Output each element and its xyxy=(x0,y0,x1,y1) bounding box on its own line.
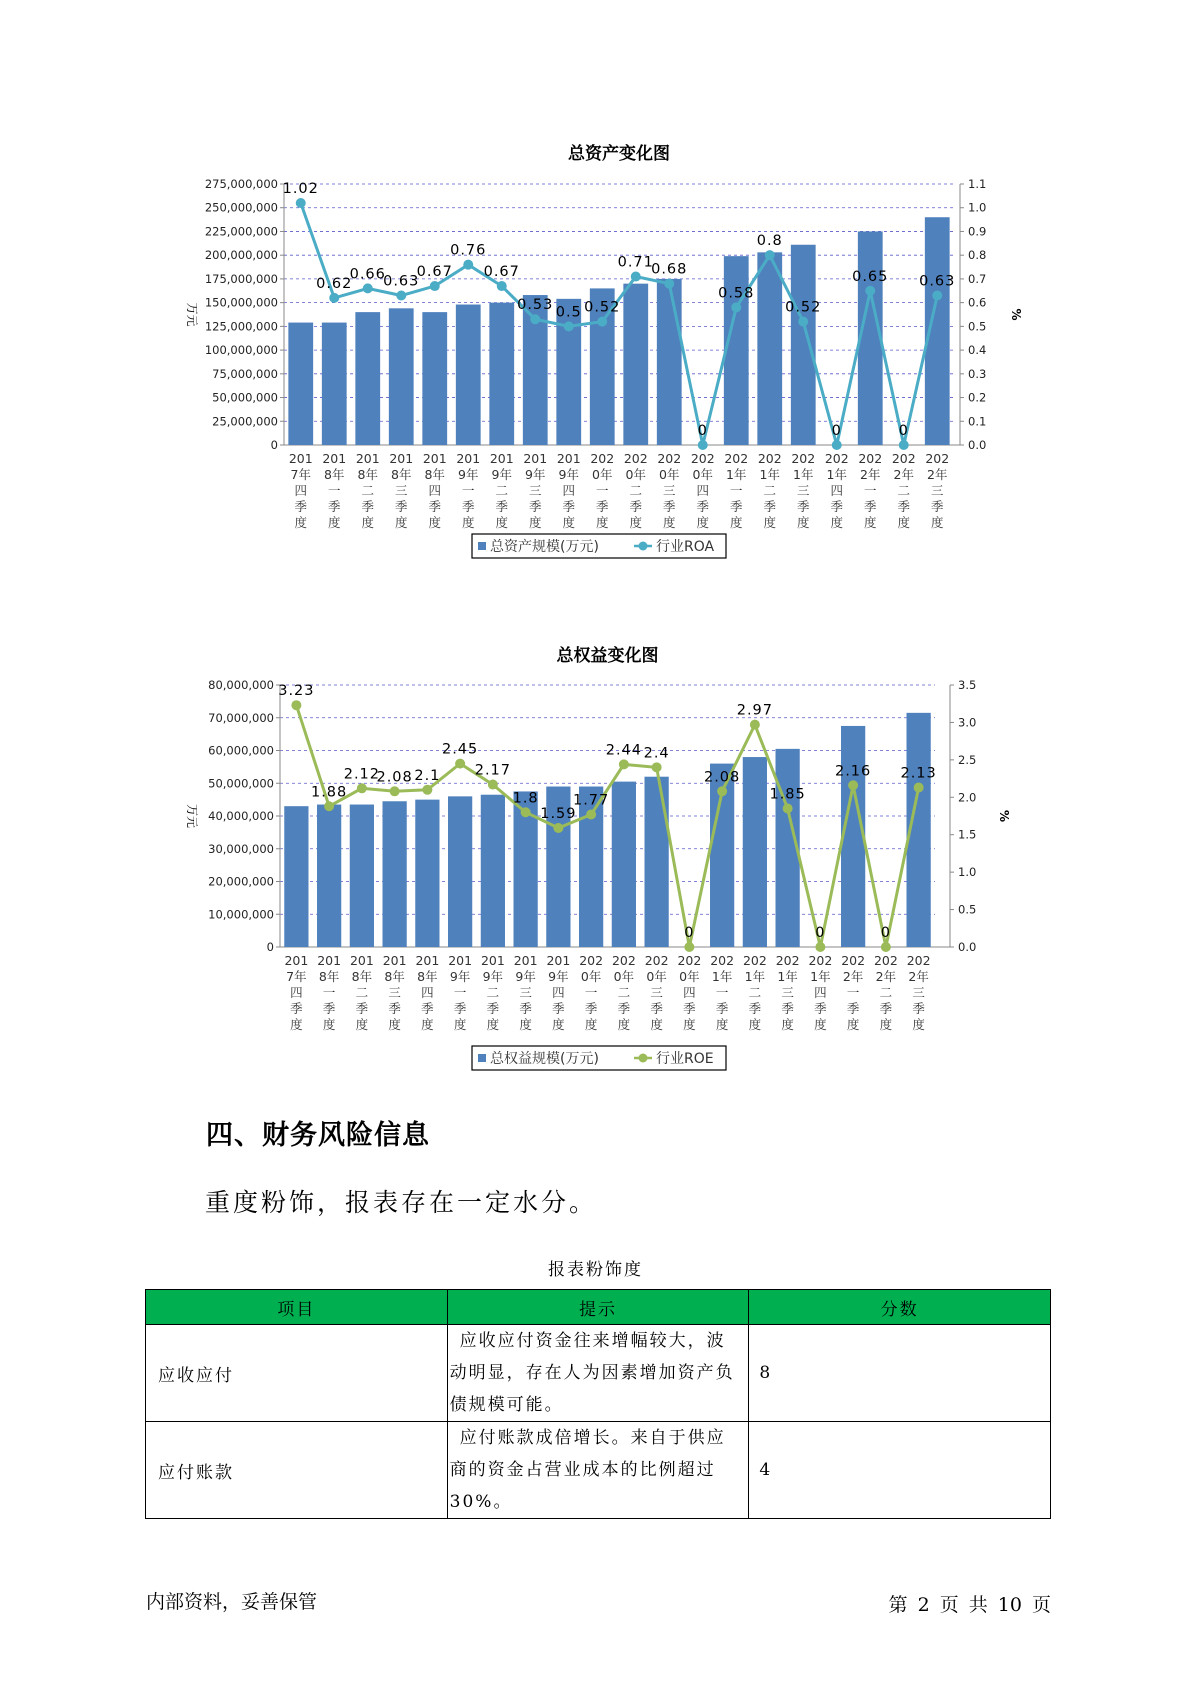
point-label: 0 xyxy=(684,925,695,941)
line-point xyxy=(430,281,440,291)
y-tick-label: 0 xyxy=(270,438,278,452)
point-label: 0 xyxy=(831,423,842,439)
point-label: 1.59 xyxy=(540,805,577,822)
hint-line: 应收应付资金往来增幅较大，波 xyxy=(459,1331,726,1351)
y2-tick-label: 0.0 xyxy=(968,438,987,452)
bar xyxy=(612,782,636,947)
bar xyxy=(743,757,767,947)
y-axis-title: 万元 xyxy=(185,302,199,327)
y-tick-label: 125,000,000 xyxy=(204,319,278,334)
point-label: 0 xyxy=(697,423,708,439)
x-tick-label: 201 8年四季度 xyxy=(415,953,440,1032)
y-tick-label: 150,000,000 xyxy=(204,295,278,310)
point-label: 0.63 xyxy=(383,273,420,290)
line-point xyxy=(363,283,373,293)
line-point xyxy=(684,942,694,952)
y-tick-label: 200,000,000 xyxy=(204,248,278,263)
point-label: 1.8 xyxy=(512,790,539,807)
bar xyxy=(456,305,481,445)
point-label: 0.8 xyxy=(756,233,783,250)
point-label: 0.58 xyxy=(718,285,755,302)
bar xyxy=(791,245,816,445)
line-point xyxy=(765,250,775,260)
y-tick-label: 80,000,000 xyxy=(208,678,274,692)
line-point xyxy=(798,317,808,327)
bar xyxy=(322,323,347,445)
line-point xyxy=(396,291,406,301)
row-item: 应收应付 xyxy=(146,1325,448,1422)
y2-tick-label: 0.7 xyxy=(968,271,987,286)
footer-page-number: 第 2 页 共 10 页 xyxy=(888,1594,1051,1616)
y-tick-label: 225,000,000 xyxy=(204,224,278,239)
risk-table xyxy=(145,1289,1051,1519)
line-point xyxy=(731,302,741,312)
y2-tick-label: 0.3 xyxy=(968,366,987,381)
point-label: 0.63 xyxy=(919,273,956,290)
line-point xyxy=(586,810,596,820)
x-tick-label: 201 9年四季度 xyxy=(556,451,581,530)
legend-line-marker xyxy=(639,1054,648,1063)
x-tick-label: 202 1年四季度 xyxy=(808,953,833,1032)
line-point xyxy=(664,279,674,289)
y2-tick-label: 0.4 xyxy=(968,343,987,358)
total-assets-chart xyxy=(0,140,1191,560)
line-point xyxy=(497,281,507,291)
y2-tick-label: 0.6 xyxy=(968,295,987,310)
legend-line-label: 行业ROA xyxy=(656,539,715,555)
point-label: 2.1 xyxy=(414,767,441,784)
x-tick-label: 202 2年一季度 xyxy=(858,451,883,530)
bar xyxy=(841,726,865,947)
x-tick-label: 202 0年三季度 xyxy=(644,953,669,1032)
y-tick-label: 70,000,000 xyxy=(208,710,274,725)
x-tick-label: 201 8年四季度 xyxy=(422,451,447,530)
y-tick-label: 0 xyxy=(266,940,274,954)
y2-tick-label: 0.5 xyxy=(958,902,977,917)
bar xyxy=(623,284,648,445)
x-tick-label: 201 7年四季度 xyxy=(288,451,313,530)
y-tick-label: 40,000,000 xyxy=(208,809,274,823)
x-tick-label: 202 2年二季度 xyxy=(891,451,916,530)
line-point xyxy=(881,942,891,952)
point-label: 1.77 xyxy=(572,792,610,809)
point-label: 0.65 xyxy=(852,268,889,285)
legend-bar-swatch xyxy=(478,542,486,550)
x-tick-label: 202 2年三季度 xyxy=(906,953,931,1032)
point-label: 2.13 xyxy=(900,765,937,782)
row-hint xyxy=(447,1422,749,1519)
header-item: 项目 xyxy=(146,1290,448,1325)
x-tick-label: 201 9年二季度 xyxy=(489,451,514,530)
point-label: 1.85 xyxy=(769,786,806,803)
y2-tick-label: 0.5 xyxy=(968,319,987,334)
x-tick-label: 201 8年三季度 xyxy=(382,953,407,1032)
y2-tick-label: 0.8 xyxy=(968,248,987,263)
legend-line-label: 行业ROE xyxy=(656,1051,714,1067)
y-tick-label: 250,000,000 xyxy=(204,200,278,215)
table-header-row xyxy=(146,1290,1051,1325)
x-tick-label: 202 1年三季度 xyxy=(791,451,816,530)
line-point xyxy=(463,260,473,270)
point-label: 0.62 xyxy=(316,275,353,292)
point-label: 1.88 xyxy=(310,784,348,801)
bar xyxy=(448,796,472,947)
y-tick-label: 50,000,000 xyxy=(208,776,274,791)
point-label: 0.68 xyxy=(651,261,688,278)
point-label: 3.23 xyxy=(278,683,315,700)
table-row xyxy=(146,1422,1051,1519)
point-label: 0 xyxy=(880,925,891,941)
legend-bar-swatch xyxy=(478,1054,486,1062)
table-caption: 报表粉饰度 xyxy=(548,1260,643,1280)
y-tick-label: 60,000,000 xyxy=(208,743,274,758)
x-tick-label: 202 0年三季度 xyxy=(657,451,682,530)
point-label: 2.4 xyxy=(643,745,670,762)
legend-bar-label: 总资产规模(万元) xyxy=(490,539,599,555)
x-tick-label: 201 9年三季度 xyxy=(513,953,538,1032)
line-point xyxy=(329,293,339,303)
y2-tick-label: 0.2 xyxy=(968,390,987,405)
line-point xyxy=(619,759,629,769)
y-tick-label: 10,000,000 xyxy=(208,907,274,922)
y-tick-label: 275,000,000 xyxy=(204,177,278,191)
point-label: 0.52 xyxy=(785,299,822,316)
hint-line: 动明显，存在人为因素增加资产负 xyxy=(449,1363,735,1383)
bar xyxy=(350,805,374,947)
hint-line: 商的资金占营业成本的比例超过 xyxy=(449,1460,716,1480)
x-tick-label: 202 1年一季度 xyxy=(724,451,749,530)
line-point xyxy=(521,807,531,817)
line-point xyxy=(750,720,760,730)
point-label: 0.52 xyxy=(584,299,621,316)
chart-title: 总权益变化图 xyxy=(556,646,659,666)
y2-tick-label: 0.1 xyxy=(968,414,987,429)
bar xyxy=(383,801,407,947)
bar xyxy=(415,800,439,947)
bar xyxy=(355,312,380,445)
x-tick-label: 201 8年一季度 xyxy=(317,953,342,1032)
y-axis-title: 万元 xyxy=(185,803,199,829)
point-label: 0 xyxy=(815,925,826,941)
line-point xyxy=(652,762,662,772)
line-point xyxy=(865,286,875,296)
line-point xyxy=(631,272,641,282)
line-point xyxy=(899,440,909,450)
line-point xyxy=(832,440,842,450)
bar xyxy=(556,299,581,445)
line-point xyxy=(422,785,432,795)
line-point xyxy=(357,783,367,793)
point-label: 2.12 xyxy=(343,766,381,783)
y-tick-label: 25,000,000 xyxy=(212,414,278,429)
section-heading: 四、财务风险信息 xyxy=(206,1120,430,1151)
line-point xyxy=(932,291,942,301)
line-point xyxy=(597,317,607,327)
y2-axis-title: % xyxy=(997,809,1011,823)
x-tick-label: 201 9年四季度 xyxy=(546,953,571,1032)
x-tick-label: 202 0年四季度 xyxy=(677,953,702,1032)
line-point xyxy=(324,801,334,811)
legend-line-marker xyxy=(639,542,648,551)
legend-bar-label: 总权益规模(万元) xyxy=(490,1051,599,1067)
y2-tick-label: 3.0 xyxy=(958,715,977,730)
x-tick-label: 202 1年三季度 xyxy=(775,953,800,1032)
y2-axis-title: % xyxy=(1009,308,1023,321)
point-label: 2.45 xyxy=(441,741,479,758)
point-label: 0.67 xyxy=(416,264,453,281)
point-label: 0.53 xyxy=(517,297,554,314)
x-tick-label: 202 2年一季度 xyxy=(841,953,866,1032)
row-hint xyxy=(447,1325,749,1422)
line-point xyxy=(717,786,727,796)
x-tick-label: 202 1年一季度 xyxy=(710,953,735,1032)
x-tick-label: 202 0年一季度 xyxy=(579,953,604,1032)
x-tick-label: 202 2年二季度 xyxy=(873,953,898,1032)
bar xyxy=(389,308,414,445)
header-hint: 提示 xyxy=(447,1290,749,1325)
point-label: 0.71 xyxy=(617,254,654,271)
y2-tick-label: 1.0 xyxy=(968,200,987,215)
point-label: 0.5 xyxy=(555,304,582,321)
point-label: 0.67 xyxy=(483,264,520,281)
bar xyxy=(858,231,883,445)
bar xyxy=(481,795,505,947)
y2-tick-label: 2.0 xyxy=(958,790,977,805)
x-tick-label: 201 8年一季度 xyxy=(322,451,347,530)
bar xyxy=(757,252,782,445)
x-tick-label: 202 2年三季度 xyxy=(925,451,950,530)
point-label: 2.16 xyxy=(834,763,872,780)
point-label: 0 xyxy=(898,423,909,439)
point-label: 2.17 xyxy=(474,762,512,779)
x-tick-label: 201 7年四季度 xyxy=(284,953,309,1032)
row-item: 应付账款 xyxy=(146,1422,448,1519)
bar xyxy=(645,777,669,947)
x-tick-label: 201 8年三季度 xyxy=(389,451,414,530)
table-row xyxy=(146,1325,1051,1422)
y-tick-label: 75,000,000 xyxy=(212,366,278,381)
y-tick-label: 50,000,000 xyxy=(212,390,278,405)
bar xyxy=(317,805,341,947)
x-tick-label: 202 1年二季度 xyxy=(757,451,782,530)
point-label: 0.66 xyxy=(349,266,386,283)
y2-tick-label: 3.5 xyxy=(958,678,977,692)
y2-tick-label: 0.0 xyxy=(958,940,977,954)
line-point xyxy=(390,786,400,796)
y-tick-label: 175,000,000 xyxy=(204,271,278,286)
x-tick-label: 201 9年一季度 xyxy=(456,451,481,530)
line-point xyxy=(291,700,301,710)
point-label: 0.76 xyxy=(450,242,487,259)
total-equity-chart xyxy=(0,640,1191,1080)
hint-line: 应付账款成倍增长。来自于供应 xyxy=(459,1428,726,1448)
y-tick-label: 30,000,000 xyxy=(208,841,274,856)
bar xyxy=(489,303,514,445)
y2-tick-label: 0.9 xyxy=(968,224,987,239)
x-tick-label: 201 9年三季度 xyxy=(523,451,548,530)
x-tick-label: 201 8年二季度 xyxy=(349,953,374,1032)
bar xyxy=(288,323,313,445)
line-point xyxy=(530,314,540,324)
y2-tick-label: 1.0 xyxy=(958,865,977,880)
line-point xyxy=(848,780,858,790)
point-label: 2.44 xyxy=(605,742,643,759)
hint-line: 30%。 xyxy=(449,1492,513,1512)
point-label: 2.08 xyxy=(703,769,741,786)
header-score: 分数 xyxy=(749,1290,1051,1325)
x-tick-label: 202 1年二季度 xyxy=(742,953,767,1032)
hint-line: 债规模可能。 xyxy=(449,1395,564,1415)
row-score: 8 xyxy=(749,1325,1051,1422)
line-point xyxy=(553,823,563,833)
line-point xyxy=(914,783,924,793)
bar xyxy=(284,806,308,947)
x-tick-label: 201 9年二季度 xyxy=(480,953,505,1032)
footer-confidential: 内部资料，妥善保管 xyxy=(146,1591,318,1613)
bar xyxy=(657,279,682,445)
x-tick-label: 202 0年二季度 xyxy=(611,953,636,1032)
line-point xyxy=(698,440,708,450)
x-tick-label: 202 0年一季度 xyxy=(590,451,615,530)
point-label: 1.02 xyxy=(282,180,319,197)
line-point xyxy=(815,942,825,952)
risk-summary: 重度粉饰，报表存在一定水分。 xyxy=(205,1188,598,1217)
chart-title: 总资产变化图 xyxy=(568,144,670,164)
line-point xyxy=(296,198,306,208)
x-tick-label: 202 0年四季度 xyxy=(690,451,715,530)
y2-tick-label: 2.5 xyxy=(958,752,977,767)
y-tick-label: 100,000,000 xyxy=(204,343,278,358)
x-tick-label: 201 8年二季度 xyxy=(355,451,380,530)
row-score: 4 xyxy=(749,1422,1051,1519)
y-tick-label: 20,000,000 xyxy=(208,874,274,889)
line-point xyxy=(455,759,465,769)
line-point xyxy=(564,321,574,331)
x-tick-label: 202 1年四季度 xyxy=(824,451,849,530)
x-tick-label: 201 9年一季度 xyxy=(448,953,473,1032)
y2-tick-label: 1.1 xyxy=(968,177,987,191)
point-label: 2.08 xyxy=(376,769,413,786)
x-tick-label: 202 0年二季度 xyxy=(623,451,648,530)
bar xyxy=(422,312,447,445)
line-point xyxy=(783,804,793,814)
point-label: 2.97 xyxy=(736,702,774,719)
line-point xyxy=(488,780,498,790)
y2-tick-label: 1.5 xyxy=(958,827,977,842)
